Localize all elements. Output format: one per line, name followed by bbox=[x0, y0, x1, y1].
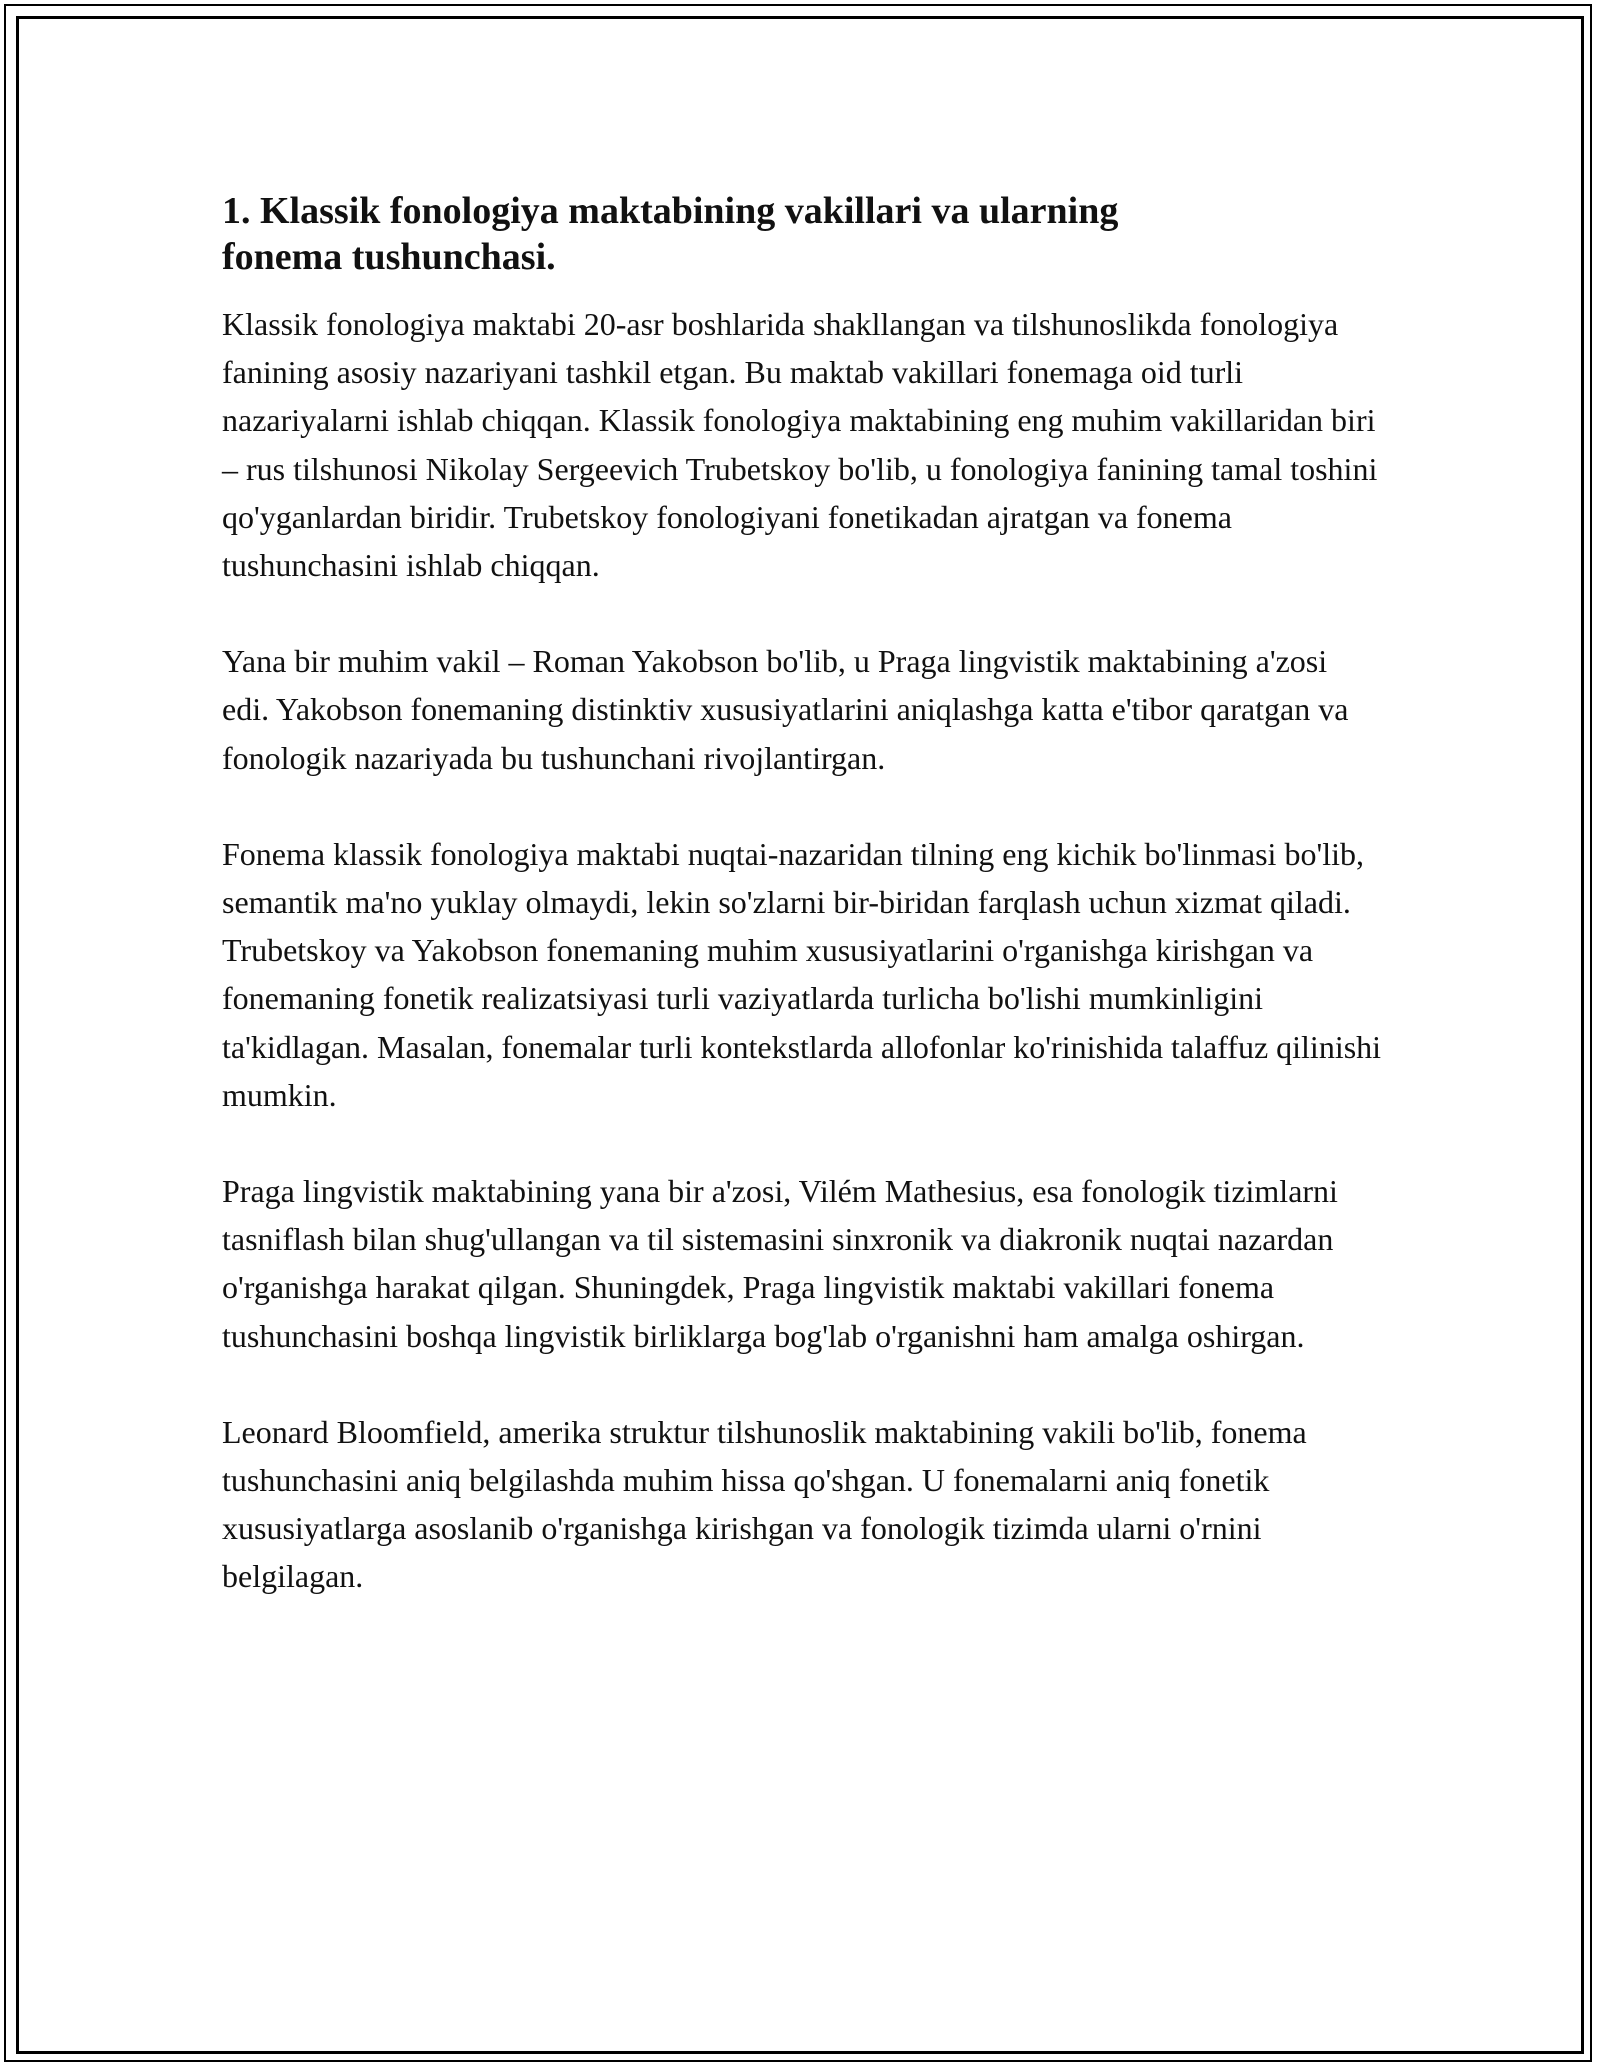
paragraph-4: Praga lingvistik maktabining yana bir a'zosi, Vilém Mathesius, esa fonologik tizimlarni tasniflash bilan shug'ullangan va til sistemasini sinxronik va diakronik nuqtai nazardan o'rganishga harakat qilgan. Shuningdek, Praga lingvistik maktabi vakillari fonema tushunchasini boshqa lingvistik birliklarga bog'lab o'rganishni ham amalga oshirgan. bbox=[222, 1173, 1338, 1354]
section-heading: 1. Klassik fonologiya maktabining vakillari va ularning fonema tushunchasi. bbox=[222, 190, 1119, 278]
paragraph-1: Klassik fonologiya maktabi 20-asr boshlarida shakllangan va tilshunoslikda fonologiya fanining asosiy nazariyani tashkil etgan. Bu maktab vakillari fonemaga oid turli nazariyalarni ishlab chiqqan. Klassik fonologiya maktabining eng muhim vakillaridan biri – rus tilshunosi Nikolay Sergeevich Trubetskoy bo'lib, u fonologiya fanining tamal toshini qo'yganlardan biridir. Trubetskoy fonologiyani fonetikadan ajratgan va fonema tushunchasini ishlab chiqqan. bbox=[222, 306, 1378, 584]
paragraph-5: Leonard Bloomfield, amerika struktur tilshunoslik maktabining vakili bo'lib, fonema tushunchasini aniq belgilashda muhim hissa qo'shgan. U fonemalarni aniq fonetik xususiyatlarga asoslanib o'rganishga kirishgan va fonologik tizimda ularni o'rnini belgilagan. bbox=[222, 1413, 1307, 1595]
document-body bbox=[222, 188, 1382, 1649]
paragraph-3: Fonema klassik fonologiya maktabi nuqtai-nazaridan tilning eng kichik bo'linmasi bo'lib, semantik ma'no yuklay olmaydi, lekin so'zlarni bir-biridan farqlash uchun xizmat qiladi. Trubetskoy va Yakobson fonemaning muhim xususiyatlarini o'rganishga kirishgan va fonemaning fonetik realizatsiyasi turli vaziyatlarda turlicha bo'lishi mumkinligini ta'kidlagan. Masalan, fonemalar turli kontekstlarda allofonlar ko'rinishida talaffuz qilinishi mumkin. bbox=[222, 835, 1382, 1113]
paragraph-2: Yana bir muhim vakil – Roman Yakobson bo'lib, u Praga lingvistik maktabining a'zosi edi. Yakobson fonemaning distinktiv xususiyatlarini aniqlashga katta e'tibor qaratgan va fonologik nazariyada bu tushunchani rivojlantirgan. bbox=[222, 643, 1349, 776]
